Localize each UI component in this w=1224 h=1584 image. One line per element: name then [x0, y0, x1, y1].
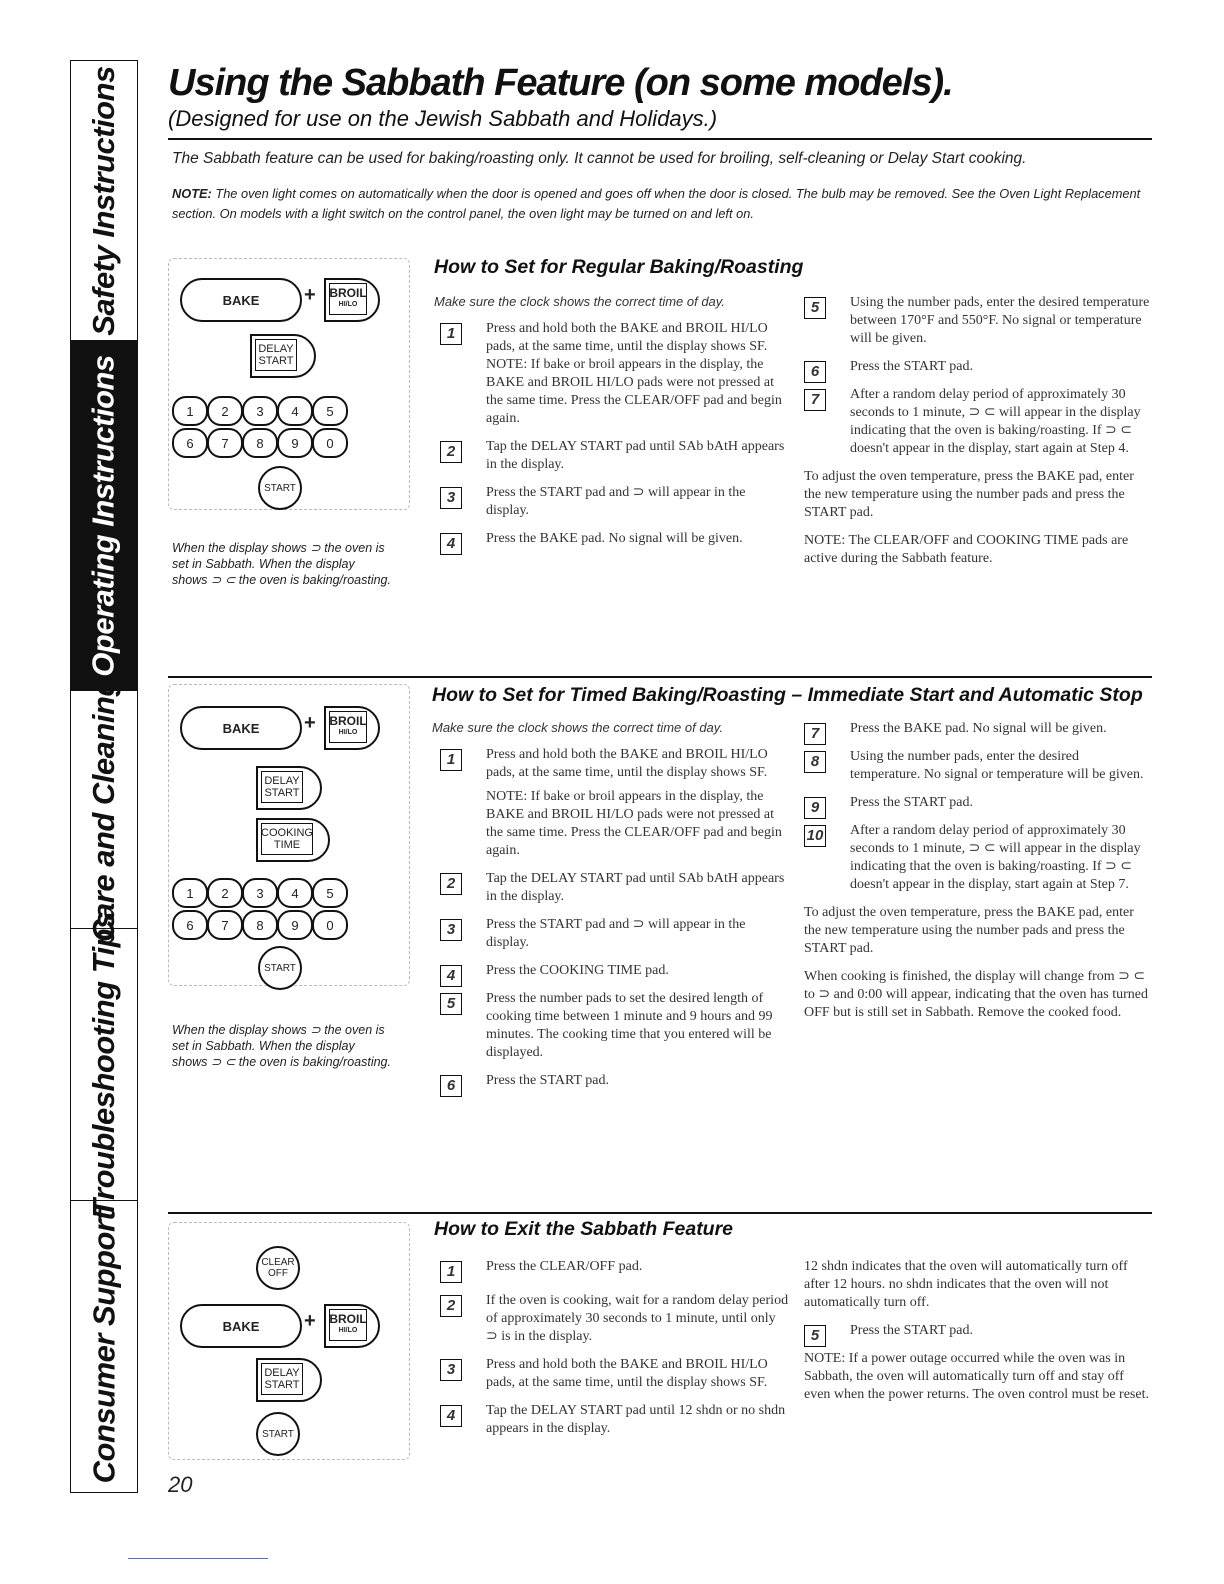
light-note: NOTE: The oven light comes on automatically when the door is opened and goes off when the door is closed. The bulb may be removed. See the Oven Light Replacement section. On models with a light switch on the control panel, the oven light may be turned on and left on. [172, 186, 1141, 221]
broil-pad: BROIL HI/LO [324, 706, 380, 750]
step-number: 5 [804, 297, 826, 319]
plus-sign: + [304, 1310, 316, 1332]
adjust-text: To adjust the oven temperature, press the BAKE pad, enter the new temperature using the number pads and press the START pad. [804, 469, 1134, 520]
number-pad: 0 [312, 910, 348, 940]
page-subtitle: (Designed for use on the Jewish Sabbath and Holidays.) [168, 106, 718, 131]
page-title: Using the Sabbath Feature (on some models). [168, 62, 953, 104]
step-number: 4 [440, 1405, 462, 1427]
step-number: 3 [440, 487, 462, 509]
step-number: 1 [440, 323, 462, 345]
step-number: 6 [804, 361, 826, 383]
clock-reminder: Make sure the clock shows the correct time of day. [434, 294, 725, 309]
number-pads-row-1 [172, 878, 347, 908]
step-number: 2 [440, 441, 462, 463]
step: 1 Press and hold both the BAKE and BROIL HI/LO pads, at the same time, until the display shows SF. NOTE: If bake or broil appears in the display, the BAKE and BROIL HI/LO pads were not pressed at the same time. Press the CLEAR/OFF pad and begin again. [440, 320, 790, 428]
step: 9 Press the START pad. [804, 794, 1150, 812]
step: 5 Press the number pads to set the desired length of cooking time between 1 minute and 9 hours and 99 minutes. The cooking time that you entered will be displayed. [440, 990, 790, 1062]
number-pad: 1 [172, 878, 208, 908]
number-pad: 4 [277, 396, 313, 426]
panel-caption: When the display shows ⊃ the oven is set in Sabbath. When the display shows ⊃ ⊂ the oven is baking/roasting. [172, 541, 391, 587]
clock-reminder: Make sure the clock shows the correct time of day. [432, 720, 723, 735]
number-pad: 7 [207, 910, 243, 940]
step: 3 Press and hold both the BAKE and BROIL HI/LO pads, at the same time, until the display shows SF. [440, 1356, 790, 1392]
clear-off-pad: CLEAR OFF [256, 1246, 300, 1290]
step-number: 2 [440, 873, 462, 895]
start-pad: START [258, 946, 302, 990]
step: 10 After a random delay period of approximately 30 seconds to 1 minute, ⊃ ⊂ will appear in the display indicating that the oven is baking/roasting. If ⊃ ⊂ doesn't appear in the display, start again at Step 7. [804, 822, 1150, 894]
section-heading-timed: How to Set for Timed Baking/Roasting – Immediate Start and Automatic Stop [432, 684, 1143, 706]
plus-sign: + [304, 284, 316, 306]
delay-start-pad: DELAY START [256, 766, 322, 810]
section-rule [168, 1212, 1152, 1214]
title-rule [168, 138, 1152, 140]
regular-steps-col1 [440, 320, 790, 558]
section-tabs [70, 60, 138, 1493]
number-pad: 2 [207, 396, 243, 426]
tab-care-and-cleaning[interactable]: Care and Cleaning [71, 691, 137, 929]
tab-troubleshooting-tips[interactable]: Troubleshooting Tips [71, 929, 137, 1201]
regular-steps-col2 [804, 294, 1150, 578]
regular-note: NOTE: The CLEAR/OFF and COOKING TIME pads are active during the Sabbath feature. [804, 533, 1129, 566]
step-number: 6 [440, 1075, 462, 1097]
step-number: 4 [440, 965, 462, 987]
adjust-text: To adjust the oven temperature, press the BAKE pad, enter the new temperature using the number pads and press the START pad. [804, 905, 1134, 956]
timed-steps-col1 [440, 746, 790, 1100]
step: 4 Press the BAKE pad. No signal will be given. [440, 530, 790, 548]
step: 3 Press the START pad and ⊃ will appear in the display. [440, 484, 790, 520]
number-pad: 6 [172, 428, 208, 458]
tab-consumer-support[interactable]: Consumer Support [86, 1210, 122, 1483]
exit-steps-col1 [440, 1258, 790, 1448]
control-panel-regular [168, 258, 408, 638]
tab-safety-instructions[interactable]: Safety Instructions [71, 61, 137, 341]
cooking-time-pad: COOKING TIME [256, 818, 330, 862]
number-pad: 1 [172, 396, 208, 426]
bake-pad: BAKE [180, 706, 302, 750]
step: 3 Press the START pad and ⊃ will appear in the display. [440, 916, 790, 952]
section-rule [168, 676, 1152, 678]
number-pad: 3 [242, 878, 278, 908]
start-pad: START [258, 466, 302, 510]
intro-text: The Sabbath feature can be used for baking/roasting only. It cannot be used for broiling, self-cleaning or Delay Start cooking. [172, 150, 1027, 167]
step: 7 After a random delay period of approximately 30 seconds to 1 minute, ⊃ ⊂ will appear in the display indicating that the oven is baking/roasting. If ⊃ ⊂ doesn't appear in the display, start again at Step 4. [804, 386, 1150, 458]
number-pad: 5 [312, 878, 348, 908]
broil-pad: BROIL HI/LO [324, 1304, 380, 1348]
step: 2 Tap the DELAY START pad until SAb bAtH appears in the display. [440, 438, 790, 474]
step-number: 5 [440, 993, 462, 1015]
step-number: 8 [804, 751, 826, 773]
control-panel-exit [168, 1222, 408, 1462]
step: 7 Press the BAKE pad. No signal will be given. [804, 720, 1150, 738]
number-pad: 8 [242, 910, 278, 940]
step-number: 5 [804, 1325, 826, 1347]
number-pads-row-2 [172, 428, 347, 458]
start-pad: START [256, 1412, 300, 1456]
step-number: 3 [440, 1359, 462, 1381]
step: 5 Using the number pads, enter the desired temperature between 170°F and 550°F. No signal or temperature will be given. [804, 294, 1150, 348]
bake-pad: BAKE [180, 1304, 302, 1348]
step: 6 Press the START pad. [804, 358, 1150, 376]
delay-start-pad: DELAY START [250, 334, 316, 378]
step: 6 Press the START pad. [440, 1072, 790, 1090]
number-pad: 5 [312, 396, 348, 426]
number-pad: 0 [312, 428, 348, 458]
timed-steps-col2 [804, 720, 1150, 1032]
control-panel-timed [168, 684, 408, 1084]
step-number: 4 [440, 533, 462, 555]
step: 5 Press the START pad. [804, 1322, 1150, 1340]
step-number: 3 [440, 919, 462, 941]
footer-line [128, 1558, 268, 1559]
number-pads-row-2 [172, 910, 347, 940]
step: 8 Using the number pads, enter the desired temperature. No signal or temperature will be given. [804, 748, 1150, 784]
step: 1 Press the CLEAR/OFF pad. [440, 1258, 790, 1276]
step-number: 2 [440, 1295, 462, 1317]
page-number: 20 [168, 1472, 193, 1497]
step-number: 7 [804, 389, 826, 411]
step-number: 1 [440, 749, 462, 771]
step-number: 10 [804, 825, 826, 847]
number-pad: 3 [242, 396, 278, 426]
bake-pad: BAKE [180, 278, 302, 322]
number-pads-row-1 [172, 396, 347, 426]
number-pad: 7 [207, 428, 243, 458]
step-number: 7 [804, 723, 826, 745]
number-pad: 9 [277, 428, 313, 458]
number-pad: 9 [277, 910, 313, 940]
plus-sign: + [304, 712, 316, 734]
delay-start-pad: DELAY START [256, 1358, 322, 1402]
finished-text: When cooking is finished, the display will change from ⊃ ⊂ to ⊃ and 0:00 will appear, indicating that the oven has turned OFF but is still set in Sabbath. Remove the cooked food. [804, 969, 1148, 1020]
step: 2 Tap the DELAY START pad until SAb bAtH appears in the display. [440, 870, 790, 906]
exit-steps-col2 [804, 1258, 1150, 1414]
tab-operating-instructions[interactable]: Operating Instructions [71, 341, 137, 691]
number-pad: 2 [207, 878, 243, 908]
number-pad: 8 [242, 428, 278, 458]
step: 1 Press and hold both the BAKE and BROIL HI/LO pads, at the same time, until the display shows SF. NOTE: If bake or broil appears in the display, the BAKE and BROIL HI/LO pads were not pressed at the same time. Press the CLEAR/OFF pad and begin again. [440, 746, 790, 860]
step-number: 1 [440, 1261, 462, 1283]
step: 4 Press the COOKING TIME pad. [440, 962, 790, 980]
number-pad: 4 [277, 878, 313, 908]
section-heading-exit: How to Exit the Sabbath Feature [434, 1218, 734, 1240]
number-pad: 6 [172, 910, 208, 940]
step-number: 9 [804, 797, 826, 819]
shdn-text: 12 shdn indicates that the oven will automatically turn off after 12 hours. no shdn indicates that the oven will not automatically turn off. [804, 1259, 1128, 1310]
step: 2 If the oven is cooking, wait for a random delay period of approximately 30 seconds to 1 minute, until only ⊃ is in the display. [440, 1292, 790, 1346]
power-outage-note: NOTE: If a power outage occurred while the oven was in Sabbath, the oven will automatically turn off and stay off even when the power returns. The oven control must be reset. [804, 1351, 1149, 1402]
section-heading-regular: How to Set for Regular Baking/Roasting [434, 256, 804, 278]
panel-caption: When the display shows ⊃ the oven is set in Sabbath. When the display shows ⊃ ⊂ the oven is baking/roasting. [172, 1023, 391, 1069]
broil-pad: BROIL HI/LO [324, 278, 380, 322]
step: 4 Tap the DELAY START pad until 12 shdn or no shdn appears in the display. [440, 1402, 790, 1438]
